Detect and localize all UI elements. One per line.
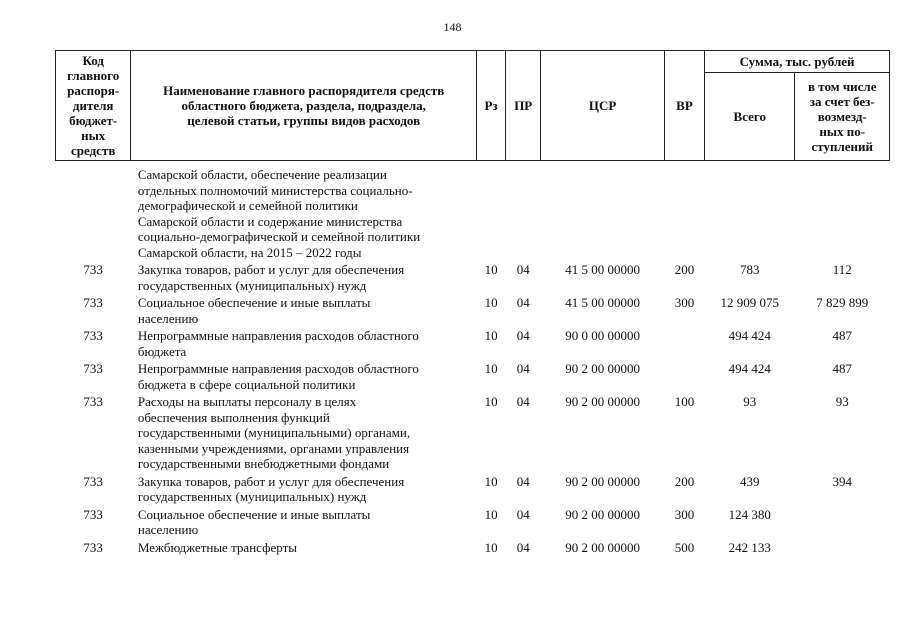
cell-total <box>705 161 795 262</box>
cell-free <box>795 539 890 557</box>
name-line: бюджета в сфере социальной политики <box>137 376 356 392</box>
header-code: Код главного распоря- дителя бюджет- ных средств <box>56 51 131 161</box>
cell-free: 112 <box>832 262 852 277</box>
name-line: обеспечения выполнения функций <box>137 409 330 425</box>
header-sum: Сумма, тыс. рублей <box>705 51 890 73</box>
name-line: населению <box>137 522 199 537</box>
cell-rz <box>477 161 506 262</box>
table-row <box>56 161 890 262</box>
table-body <box>56 161 890 557</box>
header-csr: ЦСР <box>541 51 665 161</box>
cell-free <box>795 161 890 262</box>
cell-code: 733 <box>83 394 103 409</box>
cell-vr: 300 <box>674 295 695 310</box>
cell-code: 733 <box>83 361 103 376</box>
cell-name <box>131 360 477 393</box>
name-line: Самарской области, на 2015 – 2022 годы <box>137 244 362 260</box>
header-rz: Рз <box>477 51 506 161</box>
cell-vr: 200 <box>674 262 695 277</box>
name-line: государственными внебюджетными фондами <box>137 456 390 471</box>
cell-pr: 04 <box>516 506 530 522</box>
cell-name <box>131 294 477 327</box>
name-line: Расходы на выплаты персоналу в целях <box>137 394 357 409</box>
budget-table <box>55 50 890 556</box>
header-name: Наименование главного распорядителя средств областного бюджета, раздела, подраздела, целевой статьи, группы видов расходов <box>131 51 477 161</box>
cell-csr: 90 2 00 00000 <box>565 394 640 409</box>
table-row <box>56 506 890 539</box>
cell-name <box>131 473 477 506</box>
table-row <box>56 473 890 506</box>
name-line: государственных (муниципальных) нужд <box>137 277 367 293</box>
cell-rz: 10 <box>484 295 498 310</box>
cell-pr: 04 <box>516 328 530 343</box>
cell-pr: 04 <box>516 262 530 277</box>
cell-rz: 10 <box>484 539 498 555</box>
cell-code: 733 <box>83 506 103 522</box>
cell-code: 733 <box>83 328 103 343</box>
cell-total: 783 <box>740 262 760 277</box>
name-line: Социальное обеспечение и иные выплаты <box>137 506 371 522</box>
cell-free: 487 <box>832 361 852 376</box>
cell-code <box>56 161 131 262</box>
cell-name <box>131 327 477 360</box>
cell-vr: 300 <box>674 506 695 522</box>
cell-name <box>131 393 477 473</box>
header-pr: ПР <box>506 51 541 161</box>
table-row <box>56 294 890 327</box>
header-total: Всего <box>705 73 795 161</box>
table-row <box>56 360 890 393</box>
name-line: Закупка товаров, работ и услуг для обеспечения <box>137 473 405 489</box>
cell-code: 733 <box>83 295 103 310</box>
cell-total: 439 <box>740 473 760 489</box>
cell-total: 12 909 075 <box>720 295 780 310</box>
cell-total: 494 424 <box>728 328 771 343</box>
cell-vr <box>664 327 704 360</box>
cell-csr: 41 5 00 00000 <box>565 262 640 277</box>
name-line: Межбюджетные трансферты <box>137 539 298 555</box>
name-line: бюджета <box>137 343 187 359</box>
cell-code: 733 <box>83 539 103 555</box>
cell-csr: 41 5 00 00000 <box>565 295 640 310</box>
cell-vr: 100 <box>674 394 695 409</box>
name-line: государственными (муниципальными) органами, <box>137 425 411 440</box>
name-line: демографической и семейной политики <box>137 198 358 213</box>
cell-total: 494 424 <box>728 361 771 376</box>
cell-name <box>131 261 477 294</box>
cell-total: 242 133 <box>728 539 771 555</box>
cell-name <box>131 539 477 557</box>
name-line: Социальное обеспечение и иные выплаты <box>137 295 371 310</box>
cell-pr: 04 <box>516 394 530 409</box>
cell-vr: 500 <box>674 539 695 555</box>
cell-pr: 04 <box>516 295 530 310</box>
cell-name <box>131 161 477 262</box>
header-vr: ВР <box>664 51 704 161</box>
table-row <box>56 261 890 294</box>
cell-pr: 04 <box>516 361 530 376</box>
table-row <box>56 539 890 557</box>
cell-csr: 90 2 00 00000 <box>565 473 640 489</box>
name-line: Непрограммные направления расходов областного <box>137 361 419 376</box>
cell-name <box>131 506 477 539</box>
cell-free: 394 <box>832 473 852 489</box>
cell-total: 93 <box>743 394 757 409</box>
header-free: в том числе за счет без- возмезд- ных по- ступлений <box>795 73 890 161</box>
name-line: Самарской области и содержание министерства <box>137 213 403 229</box>
table-header <box>56 51 890 161</box>
cell-pr: 04 <box>516 473 530 489</box>
cell-pr: 04 <box>516 539 530 555</box>
cell-free <box>795 506 890 539</box>
cell-csr: 90 2 00 00000 <box>565 506 640 522</box>
cell-code: 733 <box>83 473 103 489</box>
cell-rz: 10 <box>484 361 498 376</box>
table-row <box>56 393 890 473</box>
cell-code: 733 <box>83 262 103 277</box>
name-line: Непрограммные направления расходов областного <box>137 328 419 343</box>
cell-csr: 90 0 00 00000 <box>565 328 640 343</box>
table-row <box>56 327 890 360</box>
cell-free: 7 829 899 <box>816 295 869 310</box>
cell-vr <box>664 161 704 262</box>
cell-free: 487 <box>832 328 852 343</box>
cell-vr <box>664 360 704 393</box>
name-line: населению <box>137 310 199 326</box>
name-line: казенными учреждениями, органами управления <box>137 440 410 456</box>
cell-csr: 90 2 00 00000 <box>565 361 640 376</box>
cell-rz: 10 <box>484 394 498 409</box>
cell-csr <box>541 161 665 262</box>
name-line: государственных (муниципальных) нужд <box>137 489 367 504</box>
cell-free: 93 <box>835 394 849 409</box>
cell-rz: 10 <box>484 473 498 489</box>
page-number: 148 <box>443 20 462 34</box>
name-line: Самарской области, обеспечение реализации <box>137 167 387 182</box>
cell-vr: 200 <box>674 473 695 489</box>
name-line: отдельных полномочий министерства социально- <box>137 182 413 198</box>
cell-rz: 10 <box>484 262 498 277</box>
name-line: социально-демографической и семейной политики <box>137 229 421 244</box>
cell-total: 124 380 <box>728 506 771 522</box>
cell-pr <box>506 161 541 262</box>
cell-rz: 10 <box>484 328 498 343</box>
cell-rz: 10 <box>484 506 498 522</box>
name-line: Закупка товаров, работ и услуг для обеспечения <box>137 262 405 277</box>
cell-csr: 90 2 00 00000 <box>565 539 640 555</box>
